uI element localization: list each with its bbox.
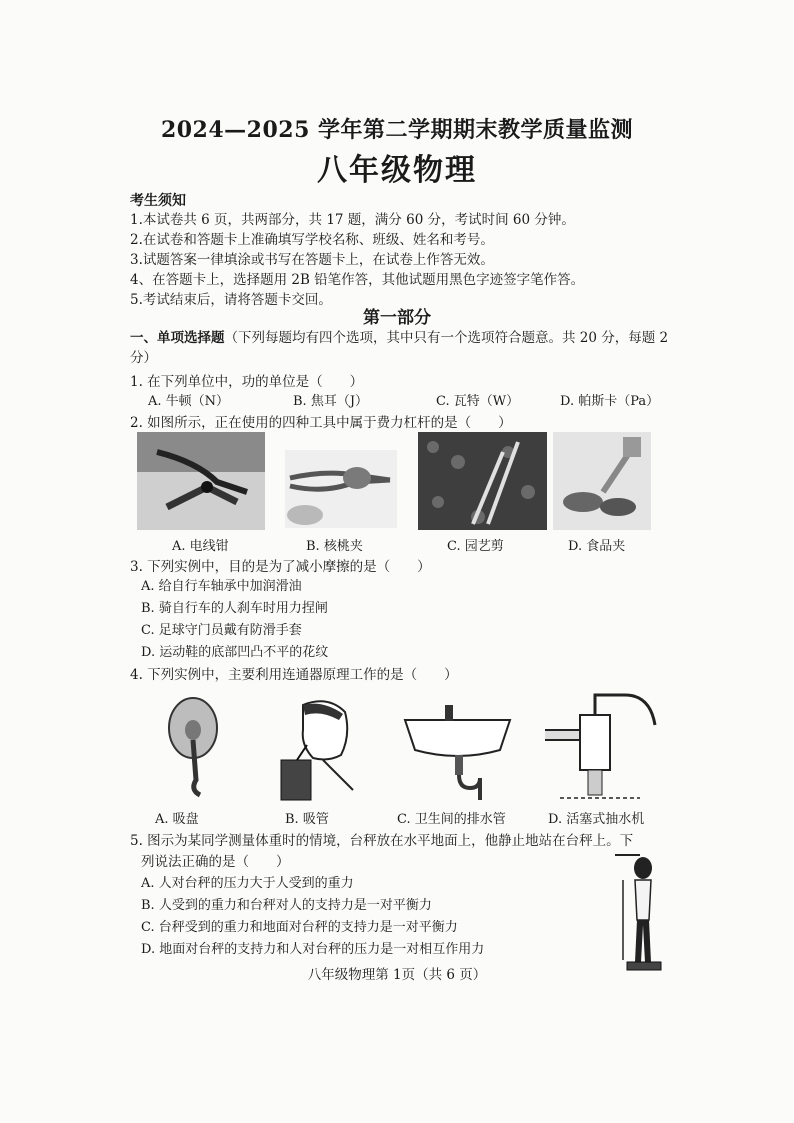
suction-cup-image (158, 690, 228, 805)
part-title: 第一部分 (363, 308, 431, 328)
q2-option-b: B. 核桃夹 (306, 539, 363, 554)
q3-option-c: C. 足球守门员戴有防滑手套 (141, 623, 302, 638)
q1-option-c: C. 瓦特（W） (436, 394, 520, 409)
notice-item: 1.本试卷共 6 页，共两部分，共 17 题，满分 60 分，考试时间 60 分钟。 (130, 212, 575, 228)
exam-title: 2024—2025 学年第二学期期末教学质量监测 (160, 117, 634, 143)
q5-option-d: D. 地面对台秤的支持力和人对台秤的压力是一对相互作用力 (141, 942, 485, 957)
q2-option-d: D. 食品夹 (568, 539, 626, 554)
question-1-stem: 1. 在下列单位中，功的单位是（ ） (130, 374, 364, 390)
q3-option-a: A. 给自行车轴承中加润滑油 (141, 579, 302, 594)
notice-item: 4、在答题卡上，选择题用 2B 铅笔作答，其他试题用黑色字迹签字笔作答。 (130, 272, 585, 288)
q1-option-a: A. 牛顿（N） (148, 394, 230, 409)
section-description: （下列每题均有四个选项，其中只有一个选项符合题意。共 20 分，每题 2 分） (130, 330, 669, 366)
notice-heading: 考生须知 (130, 193, 186, 209)
q3-option-d: D. 运动鞋的底部凹凸不平的花纹 (141, 645, 329, 660)
walnut-cracker-image (285, 450, 397, 528)
notice-item: 2.在试卷和答题卡上准确填写学校名称、班级、姓名和考号。 (130, 232, 494, 248)
question-5-stem-line2: 列说法正确的是（ ） (141, 854, 290, 870)
person-on-scale-image (605, 850, 665, 980)
question-3-stem: 3. 下列实例中，目的是为了减小摩擦的是（ ） (130, 559, 431, 575)
q1-option-b: B. 焦耳（J） (293, 394, 369, 409)
page-footer: 八年级物理第 1页（共 6 页） (307, 967, 487, 983)
q5-option-b: B. 人受到的重力和台秤对人的支持力是一对平衡力 (141, 898, 432, 913)
food-tongs-image (553, 432, 651, 530)
notice-item: 3.试题答案一律填涂或书写在答题卡上，在试卷上作答无效。 (130, 252, 494, 268)
exam-subject: 八年级物理 (317, 153, 477, 188)
q2-option-c: C. 园艺剪 (447, 539, 504, 554)
q3-option-b: B. 骑自行车的人刹车时用力捏闸 (141, 601, 328, 616)
wire-pliers-image (137, 432, 265, 530)
q4-option-c: C. 卫生间的排水管 (397, 812, 506, 827)
q4-option-a: A. 吸盘 (155, 812, 199, 827)
question-2-stem: 2. 如图所示，正在使用的四种工具中属于费力杠杆的是（ ） (130, 415, 512, 431)
q1-option-d: D. 帕斯卡（Pa） (560, 394, 660, 409)
drinking-straw-image (273, 700, 363, 805)
drain-pipe-image (400, 700, 515, 805)
section-heading (130, 328, 670, 368)
section-label: 一、单项选择题 (130, 330, 225, 346)
q4-option-b: B. 吸管 (285, 812, 329, 827)
question-5-stem-line1: 5. 图示为某同学测量体重时的情境，台秤放在水平地面上，他静止地站在台秤上。下 (130, 833, 634, 849)
q2-option-a: A. 电线钳 (172, 539, 229, 554)
piston-pump-image (540, 690, 660, 805)
question-4-stem: 4. 下列实例中，主要利用连通器原理工作的是（ ） (130, 667, 458, 683)
q5-option-a: A. 人对台秤的压力大于人受到的重力 (141, 876, 354, 891)
notice-item: 5.考试结束后，请将答题卡交回。 (130, 292, 332, 308)
garden-shears-image (418, 432, 547, 530)
q4-option-d: D. 活塞式抽水机 (548, 812, 645, 827)
q5-option-c: C. 台秤受到的重力和地面对台秤的支持力是一对平衡力 (141, 920, 458, 935)
